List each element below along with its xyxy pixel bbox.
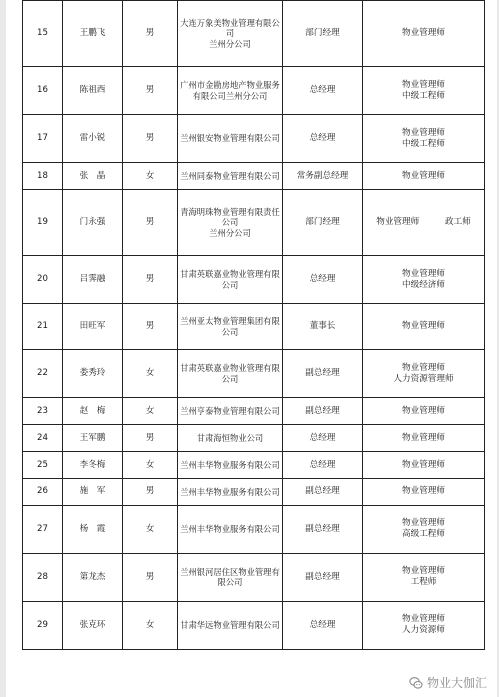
table-row — [23, 350, 485, 398]
cell-gender: 男 — [123, 1, 178, 67]
cell-number: 28 — [23, 553, 63, 601]
cell-number: 23 — [23, 398, 63, 425]
cell-gender: 女 — [123, 505, 178, 553]
cell-name: 张 晶 — [63, 163, 123, 190]
table-row — [23, 425, 485, 452]
table-row — [23, 190, 485, 256]
table-row — [23, 1, 485, 67]
cell-gender: 男 — [123, 304, 178, 350]
cell-name: 王军鹏 — [63, 425, 123, 452]
cell-name: 赵 梅 — [63, 398, 123, 425]
cell-number: 21 — [23, 304, 63, 350]
cell-company: 兰州银河居住区物业管理有限公司 — [178, 553, 283, 601]
cell-gender: 男 — [123, 479, 178, 506]
cell-company: 兰州银安物业管理有限公司 — [178, 115, 283, 163]
cell-company: 兰州丰华物业服务有限公司 — [178, 452, 283, 479]
cell-name: 李冬梅 — [63, 452, 123, 479]
watermark — [409, 674, 487, 691]
cell-qualifications: 物业管理师 — [363, 425, 485, 452]
cell-name: 娄秀玲 — [63, 350, 123, 398]
cell-position: 总经理 — [283, 452, 363, 479]
cell-gender: 男 — [123, 256, 178, 304]
cell-number: 16 — [23, 67, 63, 115]
cell-qualifications: 物业管理师 — [363, 479, 485, 506]
cell-position: 副总经理 — [283, 505, 363, 553]
cell-name: 门永强 — [63, 190, 123, 256]
table-row — [23, 163, 485, 190]
cell-name: 吕霁融 — [63, 256, 123, 304]
cell-company: 兰州丰华物业服务有限公司 — [178, 479, 283, 506]
cell-gender: 女 — [123, 350, 178, 398]
cell-position: 总经理 — [283, 425, 363, 452]
cell-gender: 男 — [123, 425, 178, 452]
cell-name: 王鹏飞 — [63, 1, 123, 67]
personnel-table — [22, 0, 485, 650]
table-row — [23, 398, 485, 425]
cell-company: 青海明珠物业管理有限责任公司 兰州分公司 — [178, 190, 283, 256]
cell-qualifications: 物业管理师 — [363, 1, 485, 67]
table-row — [23, 452, 485, 479]
cell-position: 副总经理 — [283, 350, 363, 398]
cell-company: 兰州丰华物业服务有限公司 — [178, 505, 283, 553]
cell-company: 兰州亚太物业管理集团有限公司 — [178, 304, 283, 350]
cell-number: 24 — [23, 425, 63, 452]
cell-position: 副总经理 — [283, 479, 363, 506]
cell-company: 甘肃英联嘉业物业管理有限公司 — [178, 256, 283, 304]
table-row — [23, 479, 485, 506]
cell-gender: 女 — [123, 163, 178, 190]
cell-number: 29 — [23, 601, 63, 649]
cell-number: 25 — [23, 452, 63, 479]
cell-qualifications: 物业管理师 中级经济师 — [363, 256, 485, 304]
cell-qualifications: 物业管理师 人力资源师 — [363, 601, 485, 649]
table-body — [23, 1, 485, 650]
cell-name: 杨 霞 — [63, 505, 123, 553]
cell-position: 总经理 — [283, 256, 363, 304]
cell-company: 兰州同泰物业管理有限公司 — [178, 163, 283, 190]
cell-position: 副总经理 — [283, 398, 363, 425]
cell-company: 兰州亨泰物业管理有限公司 — [178, 398, 283, 425]
cell-name: 田旺军 — [63, 304, 123, 350]
wechat-bubble-icon — [409, 676, 423, 690]
table-row — [23, 601, 485, 649]
cell-gender: 男 — [123, 190, 178, 256]
cell-position: 总经理 — [283, 115, 363, 163]
cell-position: 副总经理 — [283, 553, 363, 601]
cell-qualifications: 物业管理师 — [363, 398, 485, 425]
cell-qualifications: 物业管理师 中级工程师 — [363, 67, 485, 115]
cell-gender: 男 — [123, 67, 178, 115]
document-page — [6, 0, 497, 697]
cell-company: 大连万象美物业管理有限公司 兰州分公司 — [178, 1, 283, 67]
cell-name: 张克环 — [63, 601, 123, 649]
table-row — [23, 256, 485, 304]
cell-number: 22 — [23, 350, 63, 398]
cell-number: 15 — [23, 1, 63, 67]
cell-gender: 女 — [123, 601, 178, 649]
cell-name: 第龙杰 — [63, 553, 123, 601]
cell-number: 17 — [23, 115, 63, 163]
cell-name: 施 军 — [63, 479, 123, 506]
cell-number: 18 — [23, 163, 63, 190]
cell-qualifications: 物业管理师 — [363, 163, 485, 190]
cell-company: 广州市金勘房地产物业服务有限公司兰州分公司 — [178, 67, 283, 115]
cell-name: 雷小锐 — [63, 115, 123, 163]
cell-position: 部门经理 — [283, 190, 363, 256]
cell-qualifications: 物业管理师 高级工程师 — [363, 505, 485, 553]
table-row — [23, 304, 485, 350]
table-row — [23, 67, 485, 115]
cell-qualifications: 物业管理师 — [363, 304, 485, 350]
cell-qualifications: 物业管理师 — [363, 452, 485, 479]
cell-qualifications: 物业管理师 政工师 — [363, 190, 485, 256]
table-row — [23, 505, 485, 553]
cell-company: 甘肃华远物业管理有限公司 — [178, 601, 283, 649]
table-row — [23, 115, 485, 163]
cell-gender: 男 — [123, 115, 178, 163]
cell-position: 董事长 — [283, 304, 363, 350]
cell-company: 甘肃英联嘉业物业管理有限公司 — [178, 350, 283, 398]
table-row — [23, 553, 485, 601]
cell-number: 20 — [23, 256, 63, 304]
cell-qualifications: 物业管理师 中级工程师 — [363, 115, 485, 163]
cell-gender: 男 — [123, 553, 178, 601]
cell-position: 总经理 — [283, 601, 363, 649]
cell-position: 常务副总经理 — [283, 163, 363, 190]
cell-qualifications: 物业管理师 工程师 — [363, 553, 485, 601]
watermark-text: 物业大伽汇 — [426, 676, 487, 690]
cell-position: 部门经理 — [283, 1, 363, 67]
cell-gender: 女 — [123, 398, 178, 425]
cell-qualifications: 物业管理师 人力资源管理师 — [363, 350, 485, 398]
cell-gender: 女 — [123, 452, 178, 479]
cell-number: 19 — [23, 190, 63, 256]
cell-number: 27 — [23, 505, 63, 553]
cell-company: 甘肃海恒物业公司 — [178, 425, 283, 452]
cell-position: 总经理 — [283, 67, 363, 115]
cell-number: 26 — [23, 479, 63, 506]
cell-name: 陈祖西 — [63, 67, 123, 115]
